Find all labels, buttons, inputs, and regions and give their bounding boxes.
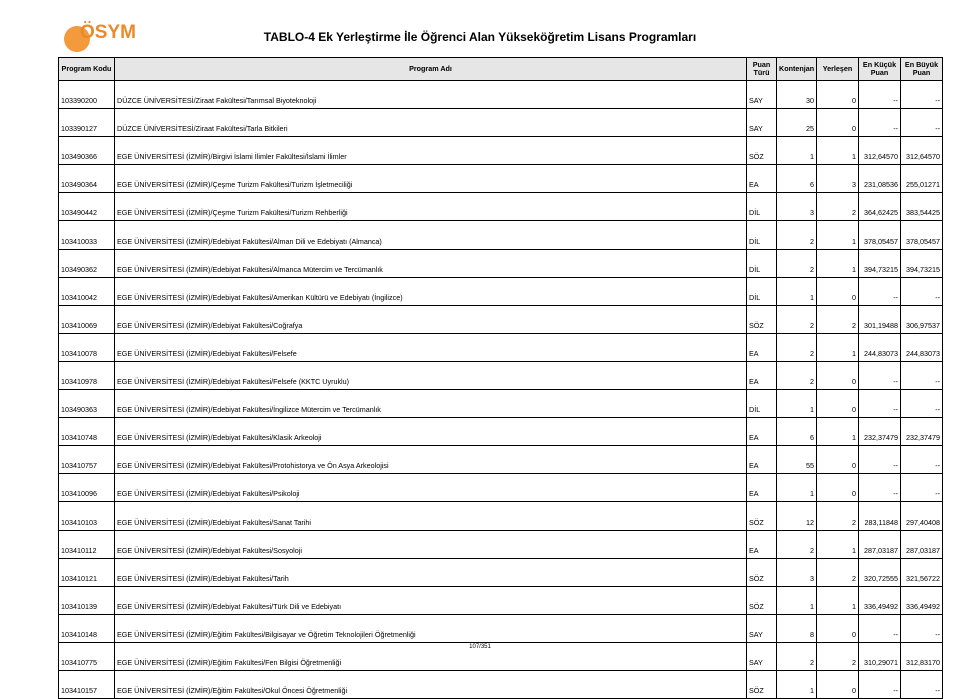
score-type-cell: SAY [747, 614, 777, 642]
program-name-cell: EGE ÜNİVERSİTESİ (İZMİR)/Edebiyat Fakültesi/Klasik Arkeoloji [115, 418, 747, 446]
program-name-cell: EGE ÜNİVERSİTESİ (İZMİR)/Edebiyat Fakültesi/Almanca Mütercim ve Tercümanlık [115, 249, 747, 277]
program-code-cell: 103490364 [59, 165, 115, 193]
score-type-cell: DİL [747, 249, 777, 277]
placed-cell: 1 [817, 249, 859, 277]
program-name-cell: EGE ÜNİVERSİTESİ (İZMİR)/Edebiyat Fakültesi/Protohistorya ve Ön Asya Arkeolojisi [115, 446, 747, 474]
placed-cell: 0 [817, 474, 859, 502]
placed-cell: 2 [817, 642, 859, 670]
quota-cell: 1 [777, 586, 817, 614]
header-min-score [859, 58, 901, 81]
program-code-cell: 103410148 [59, 614, 115, 642]
program-name-cell: EGE ÜNİVERSİTESİ (İZMİR)/Çeşme Turizm Fakültesi/Turizm Rehberliği [115, 193, 747, 221]
program-code-cell: 103390127 [59, 109, 115, 137]
quota-cell: 1 [777, 474, 817, 502]
program-code-cell: 103410121 [59, 558, 115, 586]
min-score-cell: 320,72555 [859, 558, 901, 586]
table-row [59, 530, 943, 558]
quota-cell: 6 [777, 418, 817, 446]
score-type-cell: EA [747, 361, 777, 389]
placed-cell: 0 [817, 614, 859, 642]
placed-cell: 2 [817, 502, 859, 530]
program-name-cell: EGE ÜNİVERSİTESİ (İZMİR)/Edebiyat Fakültesi/Türk Dili ve Edebiyatı [115, 586, 747, 614]
header-min-score-line2: Puan [870, 68, 889, 77]
score-type-cell: SAY [747, 109, 777, 137]
min-score-cell: -- [859, 81, 901, 109]
header-quota: Kontenjan [777, 58, 817, 81]
max-score-cell: -- [901, 614, 943, 642]
program-name-cell: EGE ÜNİVERSİTESİ (İZMİR)/Eğitim Fakültesi/Okul Öncesi Öğretmenliği [115, 670, 747, 698]
header-max-score-line2: Puan [912, 68, 931, 77]
score-type-cell: SÖZ [747, 305, 777, 333]
placed-cell: 0 [817, 109, 859, 137]
placed-cell: 1 [817, 221, 859, 249]
table-row [59, 474, 943, 502]
placed-cell: 1 [817, 586, 859, 614]
max-score-cell: 232,37479 [901, 418, 943, 446]
program-code-cell: 103410775 [59, 642, 115, 670]
max-score-cell: 255,01271 [901, 165, 943, 193]
score-type-cell: EA [747, 333, 777, 361]
table-row [59, 109, 943, 137]
program-name-cell: EGE ÜNİVERSİTESİ (İZMİR)/Eğitim Fakültesi/Fen Bilgisi Öğretmenliği [115, 642, 747, 670]
quota-cell: 1 [777, 670, 817, 698]
table-row [59, 81, 943, 109]
table-row [59, 193, 943, 221]
min-score-cell: -- [859, 446, 901, 474]
quota-cell: 30 [777, 81, 817, 109]
min-score-cell: 287,03187 [859, 530, 901, 558]
header-score-type-line2: Türü [753, 68, 770, 77]
quota-cell: 55 [777, 446, 817, 474]
quota-cell: 1 [777, 390, 817, 418]
max-score-cell: 394,73215 [901, 249, 943, 277]
table-row [59, 333, 943, 361]
placed-cell: 3 [817, 165, 859, 193]
score-type-cell: SÖZ [747, 502, 777, 530]
header-score-type [747, 58, 777, 81]
header-program-code: Program Kodu [59, 58, 115, 81]
program-code-cell: 103410096 [59, 474, 115, 502]
quota-cell: 12 [777, 502, 817, 530]
score-type-cell: EA [747, 530, 777, 558]
program-code-cell: 103410033 [59, 221, 115, 249]
score-type-cell: SAY [747, 642, 777, 670]
score-type-cell: EA [747, 165, 777, 193]
max-score-cell: -- [901, 361, 943, 389]
max-score-cell: 336,49492 [901, 586, 943, 614]
program-name-cell: EGE ÜNİVERSİTESİ (İZMİR)/Edebiyat Fakültesi/Sosyoloji [115, 530, 747, 558]
min-score-cell: 394,73215 [859, 249, 901, 277]
programs-table [58, 57, 943, 699]
header-program-name: Program Adı [115, 58, 747, 81]
quota-cell: 8 [777, 614, 817, 642]
min-score-cell: -- [859, 109, 901, 137]
placed-cell: 0 [817, 390, 859, 418]
header-placed: Yerleşen [817, 58, 859, 81]
min-score-cell: 301,19488 [859, 305, 901, 333]
placed-cell: 0 [817, 277, 859, 305]
page-number: 107/351 [469, 644, 491, 650]
program-code-cell: 103390200 [59, 81, 115, 109]
program-code-cell: 103410078 [59, 333, 115, 361]
score-type-cell: EA [747, 418, 777, 446]
table-row [59, 558, 943, 586]
table-row [59, 361, 943, 389]
header-score-type-line1: Puan [752, 60, 771, 69]
header-max-score [901, 58, 943, 81]
quota-cell: 6 [777, 165, 817, 193]
max-score-cell: 312,64570 [901, 137, 943, 165]
placed-cell: 2 [817, 193, 859, 221]
header-max-score-line1: En Büyük [904, 60, 939, 69]
placed-cell: 2 [817, 305, 859, 333]
placed-cell: 1 [817, 418, 859, 446]
logo-text: ÖSYM [80, 22, 136, 43]
table-row [59, 249, 943, 277]
quota-cell: 2 [777, 221, 817, 249]
quota-cell: 2 [777, 361, 817, 389]
score-type-cell: SAY [747, 81, 777, 109]
program-name-cell: EGE ÜNİVERSİTESİ (İZMİR)/Edebiyat Fakültesi/İngilizce Mütercim ve Tercümanlık [115, 390, 747, 418]
placed-cell: 0 [817, 670, 859, 698]
score-type-cell: SÖZ [747, 558, 777, 586]
program-code-cell: 103410103 [59, 502, 115, 530]
score-type-cell: DİL [747, 193, 777, 221]
min-score-cell: 310,29071 [859, 642, 901, 670]
table-row [59, 586, 943, 614]
max-score-cell: 321,56722 [901, 558, 943, 586]
max-score-cell: 378,05457 [901, 221, 943, 249]
program-name-cell: EGE ÜNİVERSİTESİ (İZMİR)/Edebiyat Fakültesi/Coğrafya [115, 305, 747, 333]
program-code-cell: 103410042 [59, 277, 115, 305]
quota-cell: 3 [777, 193, 817, 221]
max-score-cell: -- [901, 109, 943, 137]
quota-cell: 2 [777, 530, 817, 558]
max-score-cell: 383,54425 [901, 193, 943, 221]
program-name-cell: EGE ÜNİVERSİTESİ (İZMİR)/Eğitim Fakültesi/Bilgisayar ve Öğretim Teknolojileri Öğretmenliği [115, 614, 747, 642]
program-code-cell: 103490366 [59, 137, 115, 165]
min-score-cell: 231,08536 [859, 165, 901, 193]
program-name-cell: EGE ÜNİVERSİTESİ (İZMİR)/Edebiyat Fakültesi/Felsefe (KKTC Uyruklu) [115, 361, 747, 389]
score-type-cell: EA [747, 446, 777, 474]
quota-cell: 3 [777, 558, 817, 586]
program-name-cell: EGE ÜNİVERSİTESİ (İZMİR)/Edebiyat Fakültesi/Tarih [115, 558, 747, 586]
min-score-cell: 312,64570 [859, 137, 901, 165]
score-type-cell: DİL [747, 221, 777, 249]
quota-cell: 2 [777, 305, 817, 333]
table-row [59, 277, 943, 305]
quota-cell: 1 [777, 137, 817, 165]
table-header-row [59, 58, 943, 81]
program-code-cell: 103410748 [59, 418, 115, 446]
max-score-cell: -- [901, 446, 943, 474]
program-name-cell: DÜZCE ÜNİVERSİTESİ/Ziraat Fakültesi/Tarla Bitkileri [115, 109, 747, 137]
max-score-cell: 244,83073 [901, 333, 943, 361]
score-type-cell: DİL [747, 277, 777, 305]
max-score-cell: -- [901, 81, 943, 109]
table-row [59, 502, 943, 530]
program-code-cell: 103410069 [59, 305, 115, 333]
header-min-score-line1: En Küçük [862, 60, 897, 69]
min-score-cell: -- [859, 390, 901, 418]
table-row [59, 390, 943, 418]
program-name-cell: EGE ÜNİVERSİTESİ (İZMİR)/Birgivi İslami İlimler Fakültesi/İslami İlimler [115, 137, 747, 165]
table-row [59, 165, 943, 193]
min-score-cell: 364,62425 [859, 193, 901, 221]
max-score-cell: -- [901, 670, 943, 698]
score-type-cell: EA [747, 474, 777, 502]
min-score-cell: 244,83073 [859, 333, 901, 361]
program-code-cell: 103410978 [59, 361, 115, 389]
program-name-cell: DÜZCE ÜNİVERSİTESİ/Ziraat Fakültesi/Tarımsal Biyoteknoloji [115, 81, 747, 109]
placed-cell: 1 [817, 333, 859, 361]
min-score-cell: 336,49492 [859, 586, 901, 614]
quota-cell: 25 [777, 109, 817, 137]
placed-cell: 0 [817, 81, 859, 109]
program-name-cell: EGE ÜNİVERSİTESİ (İZMİR)/Edebiyat Fakültesi/Psikoloji [115, 474, 747, 502]
placed-cell: 1 [817, 530, 859, 558]
score-type-cell: SÖZ [747, 137, 777, 165]
placed-cell: 0 [817, 446, 859, 474]
min-score-cell: 378,05457 [859, 221, 901, 249]
max-score-cell: 312,83170 [901, 642, 943, 670]
program-code-cell: 103490363 [59, 390, 115, 418]
program-name-cell: EGE ÜNİVERSİTESİ (İZMİR)/Çeşme Turizm Fakültesi/Turizm İşletmeciliği [115, 165, 747, 193]
table-row [59, 614, 943, 642]
max-score-cell: -- [901, 390, 943, 418]
quota-cell: 2 [777, 642, 817, 670]
max-score-cell: 297,40408 [901, 502, 943, 530]
table-row [59, 670, 943, 698]
placed-cell: 2 [817, 558, 859, 586]
table-row [59, 221, 943, 249]
program-code-cell: 103410112 [59, 530, 115, 558]
max-score-cell: -- [901, 277, 943, 305]
program-name-cell: EGE ÜNİVERSİTESİ (İZMİR)/Edebiyat Fakültesi/Felsefe [115, 333, 747, 361]
quota-cell: 1 [777, 277, 817, 305]
min-score-cell: -- [859, 614, 901, 642]
quota-cell: 2 [777, 249, 817, 277]
program-code-cell: 103410157 [59, 670, 115, 698]
max-score-cell: 306,97537 [901, 305, 943, 333]
min-score-cell: 283,11848 [859, 502, 901, 530]
table-row [59, 305, 943, 333]
program-code-cell: 103410139 [59, 586, 115, 614]
program-code-cell: 103410757 [59, 446, 115, 474]
max-score-cell: -- [901, 474, 943, 502]
quota-cell: 2 [777, 333, 817, 361]
score-type-cell: SÖZ [747, 586, 777, 614]
min-score-cell: -- [859, 361, 901, 389]
page-title: TABLO-4 Ek Yerleştirme İle Öğrenci Alan Yükseköğretim Lisans Programları [263, 30, 697, 44]
program-code-cell: 103490362 [59, 249, 115, 277]
program-name-cell: EGE ÜNİVERSİTESİ (İZMİR)/Edebiyat Fakültesi/Sanat Tarihi [115, 502, 747, 530]
score-type-cell: SÖZ [747, 670, 777, 698]
table-row [59, 418, 943, 446]
min-score-cell: 232,37479 [859, 418, 901, 446]
program-name-cell: EGE ÜNİVERSİTESİ (İZMİR)/Edebiyat Fakültesi/Amerikan Kültürü ve Edebiyatı (İngilizce) [115, 277, 747, 305]
min-score-cell: -- [859, 277, 901, 305]
max-score-cell: 287,03187 [901, 530, 943, 558]
placed-cell: 1 [817, 137, 859, 165]
min-score-cell: -- [859, 474, 901, 502]
program-code-cell: 103490442 [59, 193, 115, 221]
min-score-cell: -- [859, 670, 901, 698]
table-row [59, 446, 943, 474]
table-row [59, 137, 943, 165]
placed-cell: 0 [817, 361, 859, 389]
program-name-cell: EGE ÜNİVERSİTESİ (İZMİR)/Edebiyat Fakültesi/Alman Dili ve Edebiyatı (Almanca) [115, 221, 747, 249]
score-type-cell: DİL [747, 390, 777, 418]
